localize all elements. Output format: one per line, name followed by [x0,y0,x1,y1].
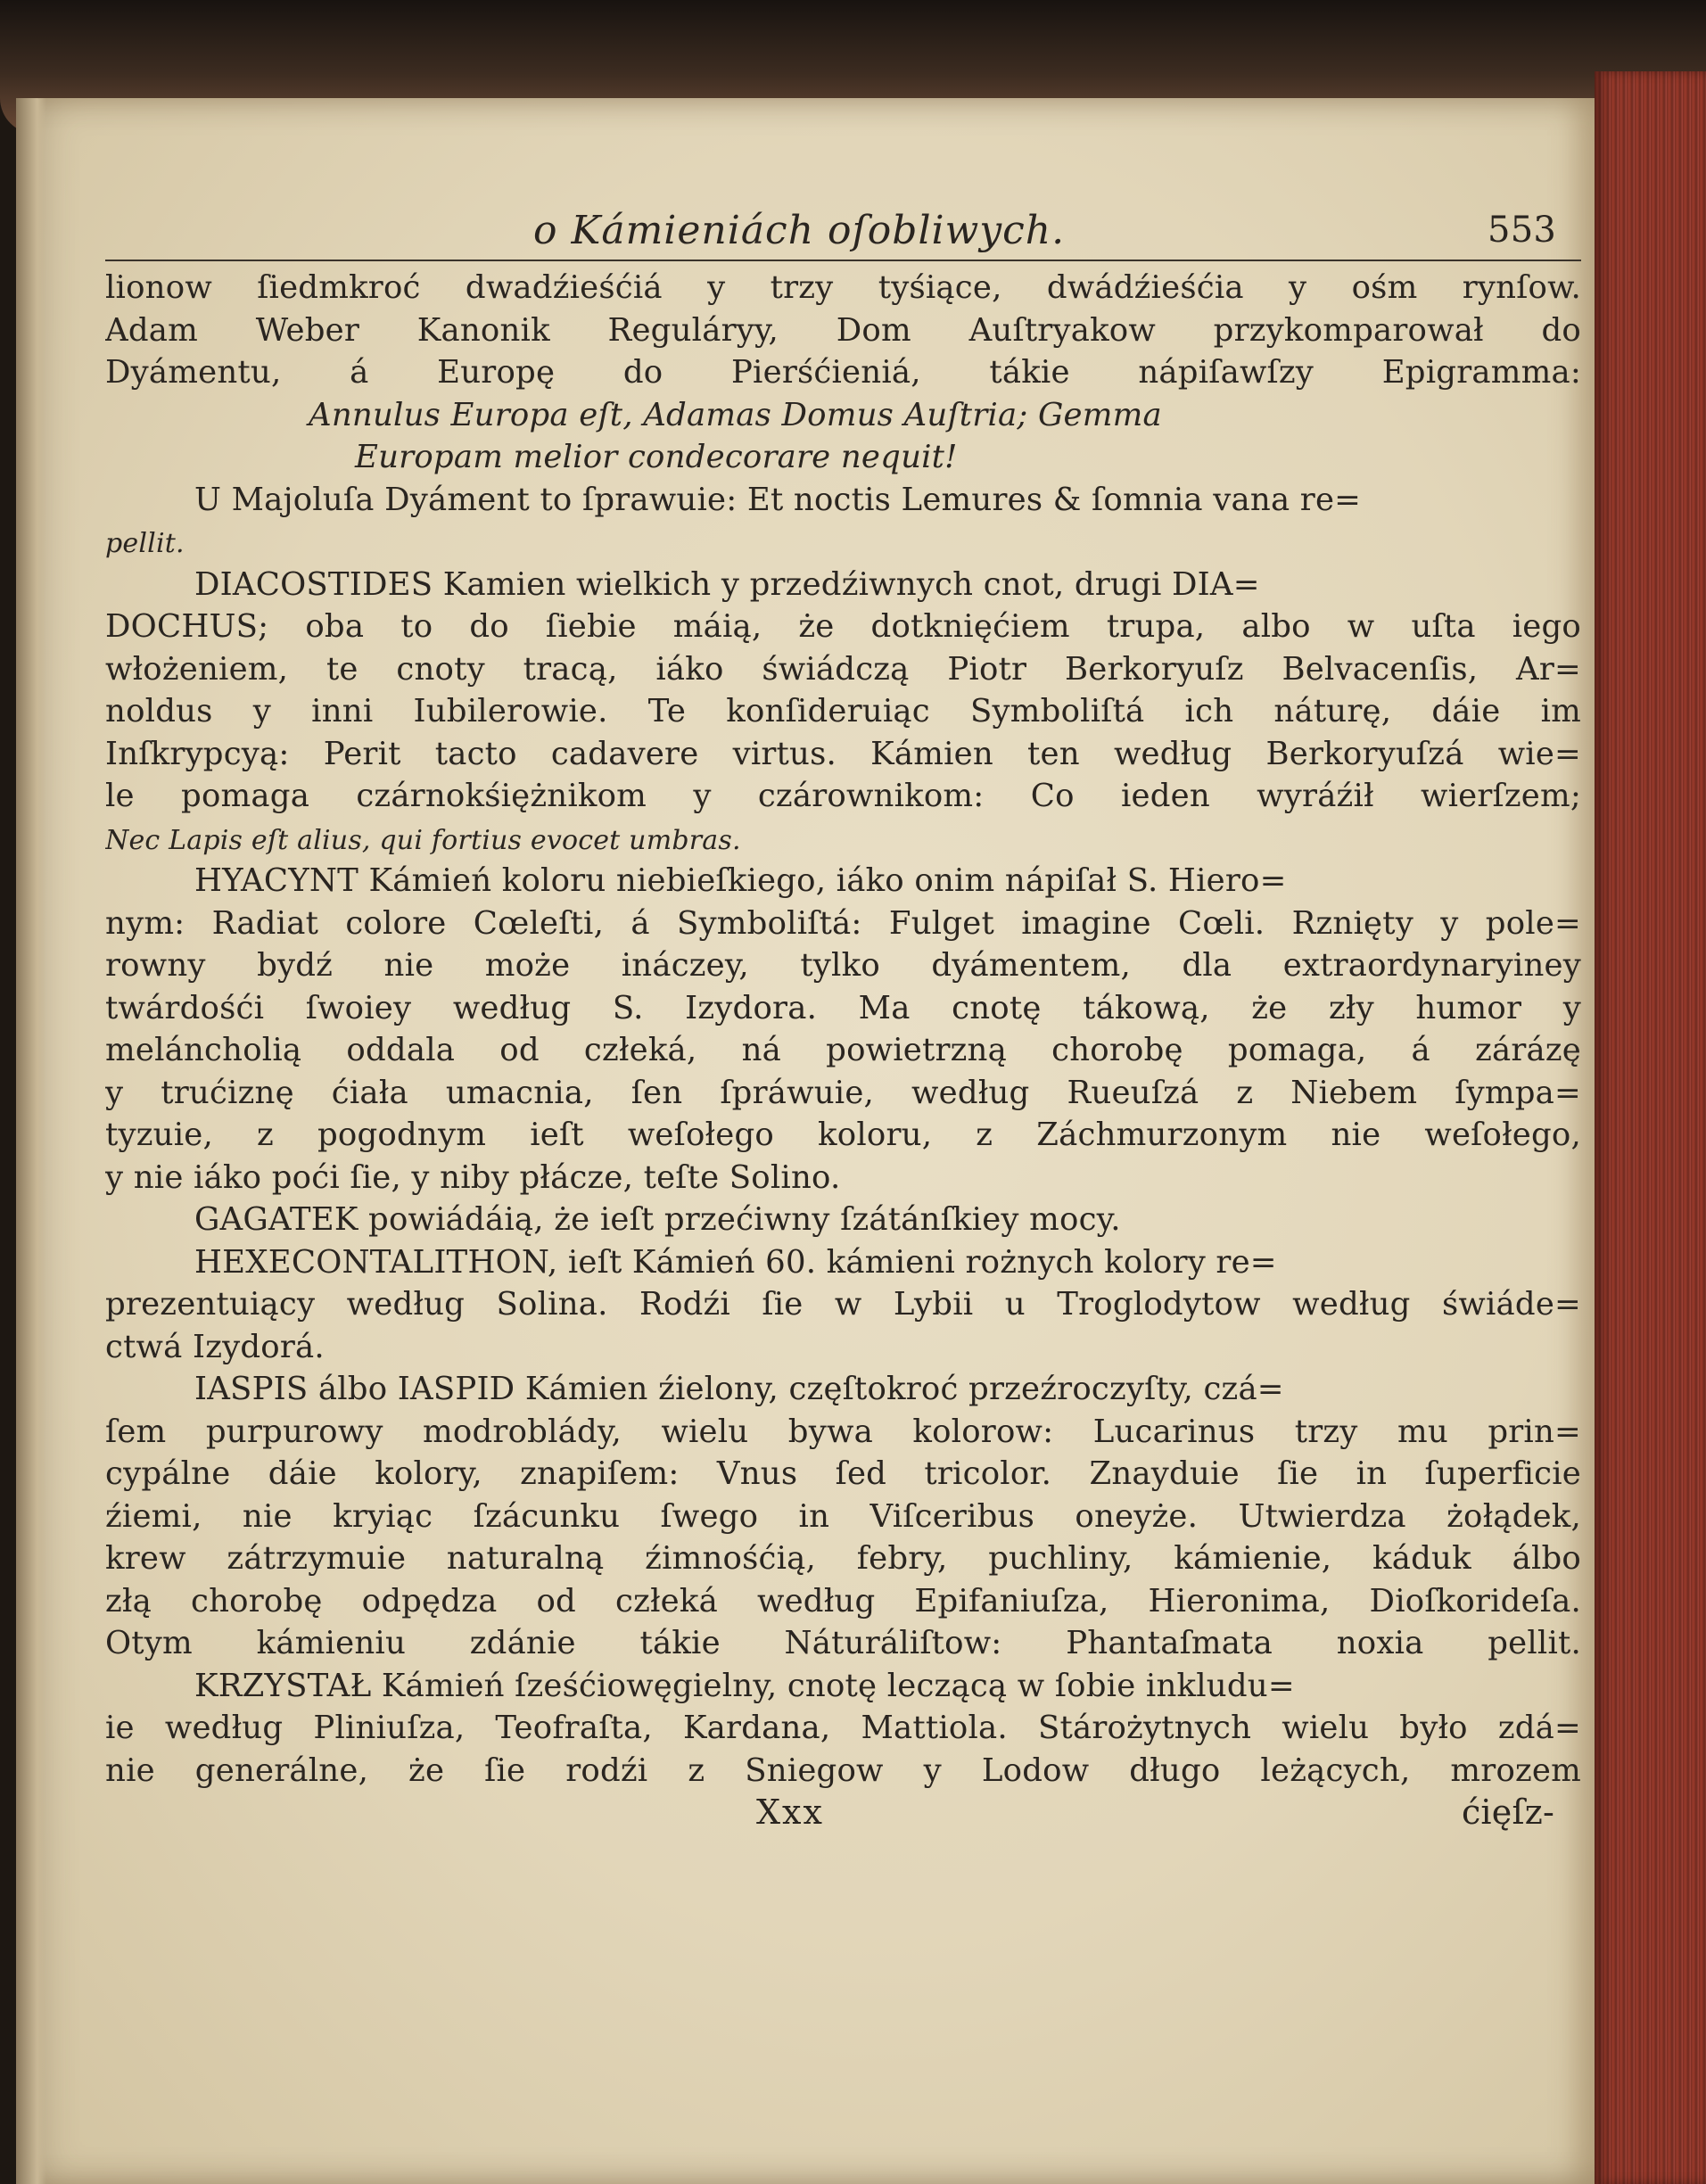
text-line: KRZYSTAŁ Kámień ſześćiowęgielny, cnotę leczącą w ſobie inkludu= [194,1667,1295,1704]
text-line: meláncholią oddala od człeká, ná powietrzną chorobę pomaga, á zárázę [105,1032,1581,1068]
text-line: HEXECONTALITHON, ieſt Kámień 60. kámieni rożnych kolory re= [194,1243,1277,1281]
text-line: Otym kámieniu zdánie tákie Náturáliſtow: Phantaſmata noxia pellit. [105,1625,1581,1661]
text-line: DOCHUS; oba to do ſiebie máią, że dotknięćiem trupa, albo w uſta iego [105,608,1581,645]
text-line: źiemi, nie kryiąc ſzácunku ſwego in Viſceribus oneyże. Utwierdza żołądek, [105,1497,1581,1535]
page-text [105,210,1581,1836]
page-number: 553 [1488,210,1556,251]
catchword: ćięſz- [1461,1793,1554,1832]
text-line: ie według Pliniuſza, Teofraſta, Kardana, Mattiola. Stárożytnych wielu było zdá= [105,1710,1581,1746]
text-line: włożeniem, te cnoty tracą, iáko świádczą Piotr Berkoryuſz Belvacenſis, Ar= [105,650,1581,688]
text-line: y trućiznę ćiała umacnia, ſen ſpráwuie, według Rueuſzá z Niebem ſympa= [105,1074,1581,1111]
text-line: nie generálne, że ſie rodźi z Sniegow y Lodow długo leżących, mrozem [105,1751,1581,1789]
verse-text: Europam melior condecorare nequit! [355,439,958,475]
text-line: U Majoluſa Dyáment to ſprawuie: Et noctis Lemures & ſomnia vana re= [194,481,1362,518]
text-line: HYACYNT Kámień koloru niebieſkiego, iáko onim nápiſał S. Hiero= [194,862,1287,899]
text-line: tyzuie, z pogodnym ieſt weſołego koloru, z Záchmurzonym nie weſołego, [105,1117,1581,1153]
latin-text: Nec Lapis eſt alius, qui fortius evocet umbras. [105,824,741,856]
book-page [16,98,1595,2184]
text-line: cypálne dáie kolory, znapiſem: Vnus ſed tricolor. Znayduie ſie in ſuperficie [105,1455,1581,1492]
text-line: złą chorobę odpędza od człeká według Epifaniuſza, Hieronima, Dioſkorideſa. [105,1582,1581,1619]
text-line: nym: Radiat colore Cœleſti, á Symboliſtá: Fulget imagine Cœli. Rznięty y pole= [105,904,1581,942]
text-line: le pomaga czárnokśiężnikom y czárownikom: Co ieden wyráźił wierſzem; [105,778,1581,814]
text-line: lionow ſiedmkroć dwadźieśćiá y trzy tyśiące, dwádźieśćia y ośm rynſow. [105,269,1581,306]
text-line: IASPIS álbo IASPID Kámien źielony, częſtokroć przeźroczyſty, czá= [194,1371,1284,1407]
text-line: Inſkrypcyą: Perit tacto cadavere virtus. Kámien ten według Berkoryuſzá wie= [105,735,1581,772]
text-line: prezentuiący według Solina. Rodźi ſie w Lybii u Troglodytow według świáde= [105,1286,1581,1323]
text-line: krew zátrzymuie naturalną źimnośćią, febry, puchliny, kámienie, káduk álbo [105,1540,1581,1577]
text-line: ctwá Izydorá. [105,1328,325,1365]
text-line [105,818,1581,861]
text-line: GAGATEK powiádáią, że ieſt przećiwny ſzátánſkiey mocy. [194,1201,1121,1238]
running-head [105,210,1581,261]
text-line: DIACOSTIDES Kamien wielkich y przedźiwnych cnot, drugi DIA= [194,565,1260,603]
text-line: ſem purpurowy modroblády, wielu bywa kolorow: Lucarinus trzy mu prin= [105,1413,1581,1450]
verse-line [105,436,1581,479]
text-line: Adam Weber Kanonik Reguláryy, Dom Auſtryakow przykomparował do [105,311,1581,349]
page-gutter [16,98,46,2184]
running-title: o Kámieniách oſobliwych. [533,208,1066,253]
text-line: y nie iáko poći ſie, y niby płácze, teſte Solino. [105,1158,841,1196]
text-line: Dyámentu, á Europę do Pierśćieniá, tákie nápiſawſzy Epigramma: [105,354,1581,391]
latin-text: pellit. [105,528,185,559]
page-edges [1595,71,1706,2184]
text-line: rowny bydź nie może ináczey, tylko dyámentem, dla extraordynaryiney [105,947,1581,984]
text-line: twárdośći ſwoiey według S. Izydora. Ma cnotę tákową, że zły humor y [105,989,1581,1026]
text-line [105,521,1581,564]
text-line: noldus y inni Iubilerowie. Te konſideruiąc Symboliſtá ich náturę, dáie im [105,693,1581,729]
signature-mark: Xxx [756,1793,824,1832]
verse-text: Annulus Europa eſt, Adamas Domus Auſtria; Gemma [309,396,1162,433]
verse-line [105,394,1581,437]
page-footer [105,1792,1581,1836]
